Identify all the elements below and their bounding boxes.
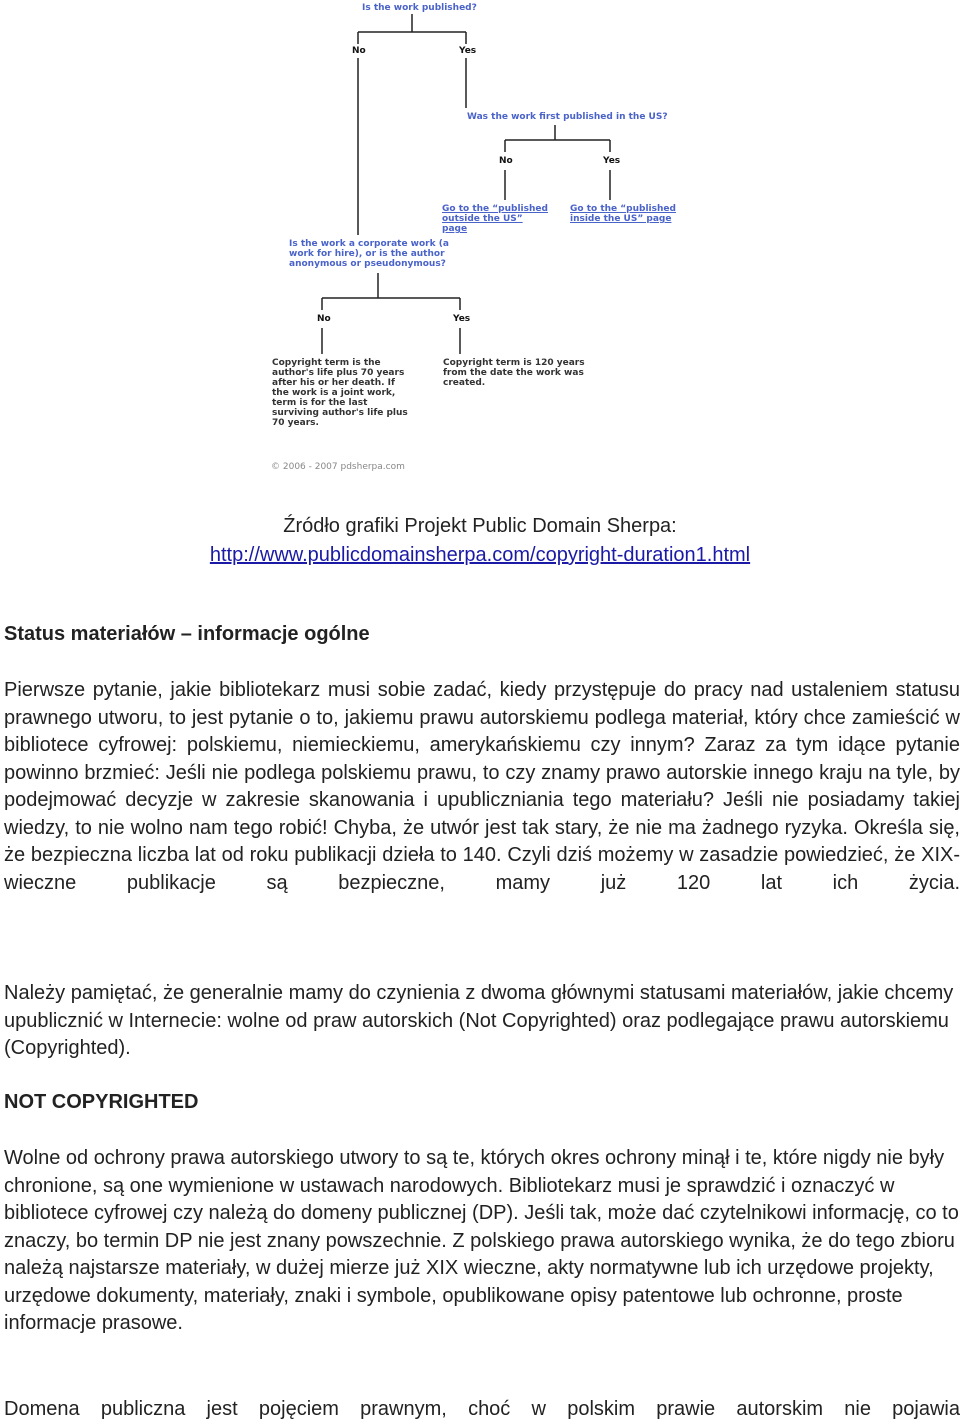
- caption-source-link[interactable]: http://www.publicdomainsherpa.com/copyright-duration1.html: [209, 544, 751, 566]
- flowchart-copyright: © 2006 - 2007 pdsherpa.com: [271, 462, 405, 472]
- paragraph-public-domain: Domena publiczna jest pojęciem prawnym, choć w polskim prawie autorskim nie pojawia: [4, 1398, 960, 1420]
- answer-no-us: No: [499, 156, 513, 166]
- question-first-published-us: Was the work first published in the US?: [467, 112, 668, 122]
- question-corporate-work: Is the work a corporate work (a work for hire), or is the author anonymous or pseudonymous?: [289, 239, 449, 269]
- result-author-life-plus-70: Copyright term is the author's life plus 70 years after his or her death. If the work is a joint work, term is for the last surviving author's life plus 70 years.: [272, 358, 408, 428]
- result-120-years: Copyright term is 120 years from the date the work was created.: [443, 358, 585, 388]
- paragraph-not-copyrighted: Wolne od ochrony prawa autorskiego utwory to są te, których okres ochrony minął i te, które nigdy nie były chronione, są one wymienione w ustawach narodowych. Bibliotekarz musi je sprawdzić i oznaczyć w bibliotece cyfrowej czy należą do domeny publicznej (DP). Jeśli tak, może dać czytelnikowi informację, co to znaczy, bo termin DP nie jest znany powszechnie. Z polskiego prawa autorskiego wynika, że do tego zbioru należą najstarsze materiały, w dużej mierze już XIX wieczne, akty normatywne lub ich urzędowe projekty, urzędowe dokumenty, materiały, znaki i symbole, opublikowane opisy patentowe lub ochronne, proste informacje prasowe.: [4, 1147, 959, 1334]
- answer-no-published: No: [352, 46, 366, 56]
- caption-source-text: Źródło grafiki Projekt Public Domain Sherpa:: [283, 515, 677, 537]
- figure-caption: [0, 512, 960, 570]
- section-heading-status: Status materiałów – informacje ogólne: [4, 623, 370, 645]
- flowchart-lines: [0, 0, 960, 480]
- section-heading-not-copyrighted: NOT COPYRIGHTED: [4, 1091, 199, 1113]
- question-published: Is the work published?: [362, 3, 477, 13]
- answer-yes-published: Yes: [459, 46, 477, 56]
- link-published-outside-us[interactable]: Go to the “published outside the US” page: [442, 204, 548, 234]
- flowchart: [0, 0, 960, 480]
- answer-yes-corporate: Yes: [453, 314, 471, 324]
- answer-no-corporate: No: [317, 314, 331, 324]
- link-published-inside-us[interactable]: Go to the “published inside the US” page: [570, 204, 676, 224]
- paragraph-first-question: Pierwsze pytanie, jakie bibliotekarz musi sobie zadać, kiedy przystępuje do pracy nad ustaleniem statusu prawnego utworu, to jest pytanie o to, jakiemu prawu autorskiemu podlega materiał, który chce zamieścić w bibliotece cyfrowej: polskiemu, niemieckiemu, amerykańskiemu czy innym? Zaraz za tym idące pytanie powinno brzmieć: Jeśli nie podlega polskiemu prawu, to czy znamy prawo autorskie innego kraju na tyle, by podejmować decyzje w zakresie skanowania i upubliczniania tego materiału? Jeśli nie posiadamy takiej wiedzy, to nie wolno nam tego robić! Chyba, że utwór jest tak stary, że nie ma żadnego ryzyka. Określa się, że bezpieczna liczba lat od roku publikacji dzieła to 140. Czyli dziś możemy w zasadzie powiedzieć, że XIX-wieczne publikacje są bezpieczne, mamy już 120 lat ich życia.: [4, 679, 960, 894]
- paragraph-two-statuses: Należy pamiętać, że generalnie mamy do czynienia z dwoma głównymi statusami materiałów, jakie chcemy upublicznić w Internecie: wolne od praw autorskich (Not Copyrighted) oraz podlegające prawu autorskiemu (Copyrighted).: [4, 982, 954, 1059]
- answer-yes-us: Yes: [603, 156, 621, 166]
